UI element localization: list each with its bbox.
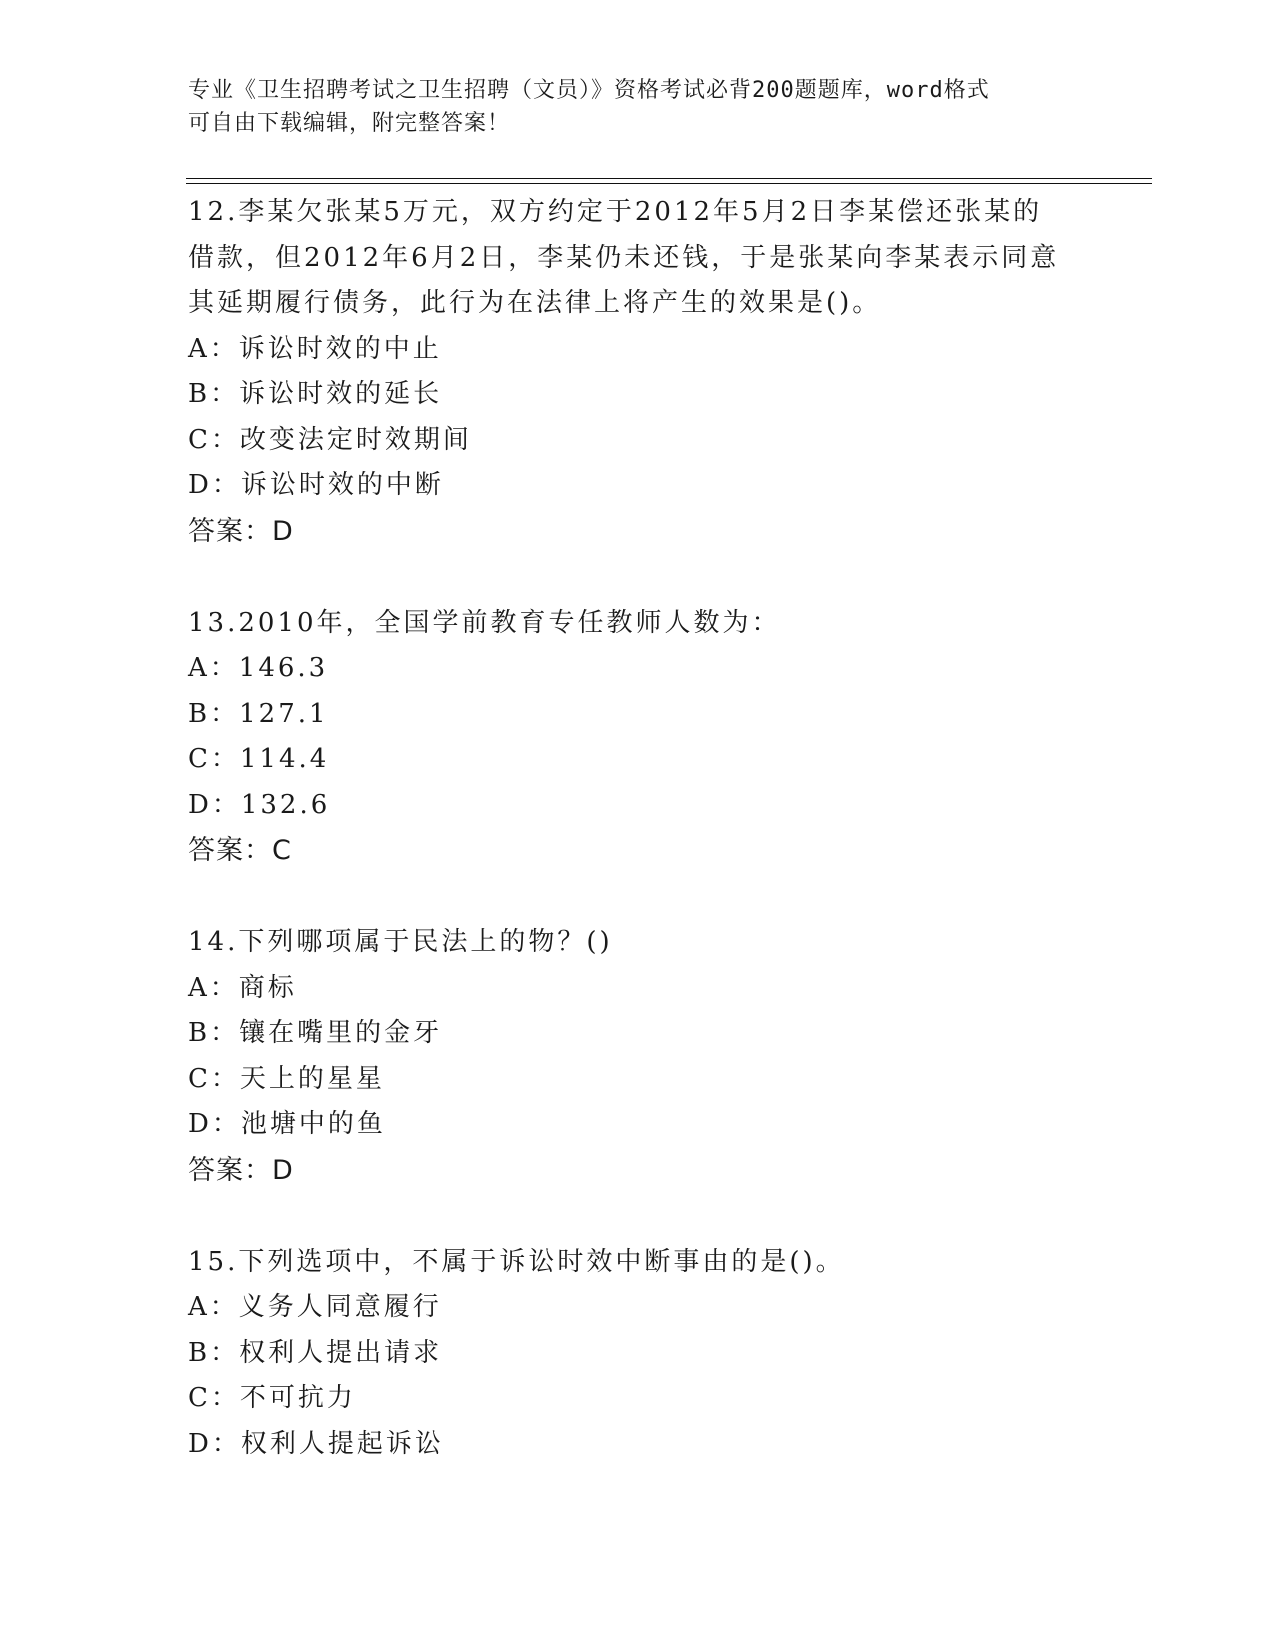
option-b: B：权利人提出请求 — [188, 1337, 443, 1368]
question-text-line: 其延期履行债务，此行为在法律上将产生的效果是()。 — [188, 288, 882, 318]
option-d: D：池塘中的鱼 — [188, 1109, 386, 1139]
option-a: A：146.3 — [188, 653, 329, 683]
question-text-line: 15.下列选项中，不属于诉讼时效中断事由的是()。 — [188, 1246, 845, 1277]
question-spacer — [188, 1194, 1088, 1240]
option-d: D：诉讼时效的中断 — [188, 470, 444, 500]
question-text-line: 14.下列哪项属于民法上的物？() — [188, 927, 613, 957]
option-d: D：权利人提起诉讼 — [188, 1428, 444, 1459]
header-divider-bottom — [186, 183, 1152, 184]
header-title-line-2: 可自由下载编辑，附完整答案！ — [188, 111, 511, 136]
option-c: C：天上的星星 — [188, 1063, 385, 1094]
document-header — [188, 74, 1088, 140]
option-b: B：诉讼时效的延长 — [188, 379, 443, 409]
answer-line: 答案：D — [188, 515, 294, 547]
option-b: B：127.1 — [188, 698, 329, 729]
option-d: D：132.6 — [188, 789, 331, 820]
question-text-line: 借款，但2012年6月2日，李某仍未还钱，于是张某向李某表示同意 — [188, 242, 1060, 273]
question-list — [188, 190, 1088, 1467]
question-13 — [188, 601, 1088, 875]
option-a: A：商标 — [188, 972, 297, 1003]
question-15 — [188, 1240, 1088, 1468]
option-a: A：义务人同意履行 — [188, 1292, 442, 1322]
question-spacer — [188, 874, 1088, 920]
answer-line: 答案：D — [188, 1154, 294, 1186]
option-b: B：镶在嘴里的金牙 — [188, 1018, 443, 1048]
header-title-line-1: 专业《卫生招聘考试之卫生招聘（文员）》资格考试必背200题题库，word格式 — [188, 78, 990, 103]
question-14 — [188, 920, 1088, 1194]
question-spacer — [188, 555, 1088, 601]
question-text-line: 13.2010年，全国学前教育专任教师人数为： — [188, 607, 781, 638]
option-c: C：114.4 — [188, 744, 330, 774]
question-12 — [188, 190, 1088, 555]
option-c: C：改变法定时效期间 — [188, 424, 472, 455]
answer-line: 答案：C — [188, 835, 292, 866]
option-c: C：不可抗力 — [188, 1383, 356, 1413]
question-text-line: 12.李某欠张某5万元，双方约定于2012年5月2日李某偿还张某的 — [188, 197, 1043, 227]
header-divider-top — [186, 178, 1152, 179]
option-a: A：诉讼时效的中止 — [188, 333, 442, 364]
